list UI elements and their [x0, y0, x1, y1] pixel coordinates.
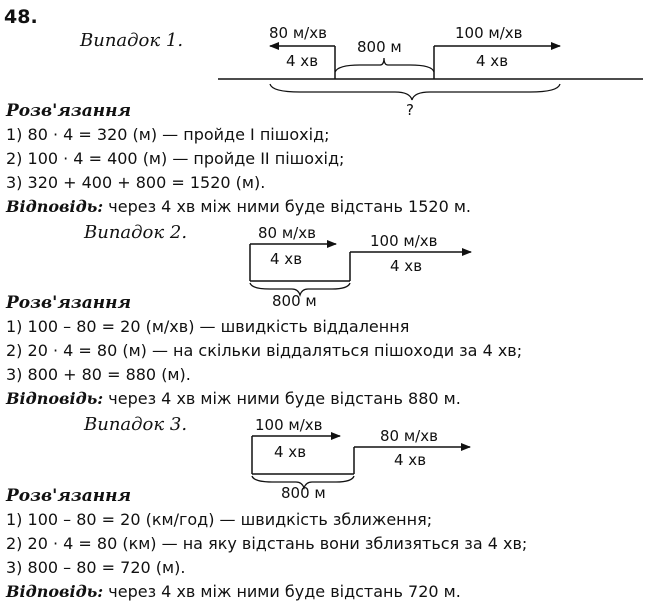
case3-time-a: 4 хв: [274, 443, 307, 461]
case1-answer-label: Відповідь:: [6, 197, 104, 216]
case2-title: Випадок 2.: [84, 222, 188, 243]
case2-answer: [6, 389, 461, 408]
case1-right-time: 4 хв: [476, 52, 509, 70]
case3-speed-b: 80 м/хв: [380, 427, 438, 445]
case3-title: Випадок 3.: [84, 414, 188, 435]
case1-gap-brace: [335, 58, 434, 72]
case1-step-2: 2) 100 · 4 = 400 (м) — пройде ІІ пішохід;: [6, 149, 345, 168]
case3-answer-text: через 4 хв між ними буде відстань 720 м.: [103, 582, 461, 601]
case3-time-b: 4 хв: [394, 451, 427, 469]
case1-diagram: [218, 46, 643, 100]
case2-solution-heading: Розв'язання: [6, 293, 132, 313]
case1-left-time: 4 хв: [286, 52, 319, 70]
case1-solution-heading: Розв'язання: [6, 101, 132, 121]
case2-step-2: 2) 20 · 4 = 80 (м) — на скільки віддаляться пішоходи за 4 хв;: [6, 341, 523, 360]
case3-speed-a: 100 м/хв: [255, 416, 323, 434]
case1-step-1: 1) 80 · 4 = 320 (м) — пройде І пішохід;: [6, 125, 330, 144]
case3-gap-label: 800 м: [281, 484, 326, 502]
case1-right-speed: 100 м/хв: [455, 24, 523, 42]
case1-left-speed: 80 м/хв: [269, 24, 327, 42]
case1-answer: [6, 197, 471, 216]
case1-title: Випадок 1.: [80, 30, 184, 51]
case2-time-b: 4 хв: [390, 257, 423, 275]
case2-step-3: 3) 800 + 80 = 880 (м).: [6, 365, 191, 384]
case3-step-2: 2) 20 · 4 = 80 (км) — на яку відстань вони зблизяться за 4 хв;: [6, 534, 528, 553]
case2-gap-label: 800 м: [272, 292, 317, 310]
case1-total-brace: [270, 84, 560, 100]
case3-answer: [6, 582, 461, 601]
case3-step-3: 3) 800 – 80 = 720 (м).: [6, 558, 186, 577]
problem-number: 48.: [4, 6, 38, 28]
case1-gap-label: 800 м: [357, 38, 402, 56]
case1-question-mark: ?: [406, 101, 414, 119]
case3-step-1: 1) 100 – 80 = 20 (км/год) — швидкість зближення;: [6, 510, 433, 529]
case3-solution-heading: Розв'язання: [6, 486, 132, 506]
case1-answer-text: через 4 хв між ними буде відстань 1520 м.: [103, 197, 471, 216]
case2-step-1: 1) 100 – 80 = 20 (м/хв) — швидкість віддалення: [6, 317, 410, 336]
case2-speed-b: 100 м/хв: [370, 232, 438, 250]
case1-step-3: 3) 320 + 400 + 800 = 1520 (м).: [6, 173, 266, 192]
case3-answer-label: Відповідь:: [6, 582, 104, 601]
case2-answer-label: Відповідь:: [6, 389, 104, 408]
case2-time-a: 4 хв: [270, 250, 303, 268]
case2-answer-text: через 4 хв між ними буде відстань 880 м.: [103, 389, 461, 408]
case2-speed-a: 80 м/хв: [258, 224, 316, 242]
